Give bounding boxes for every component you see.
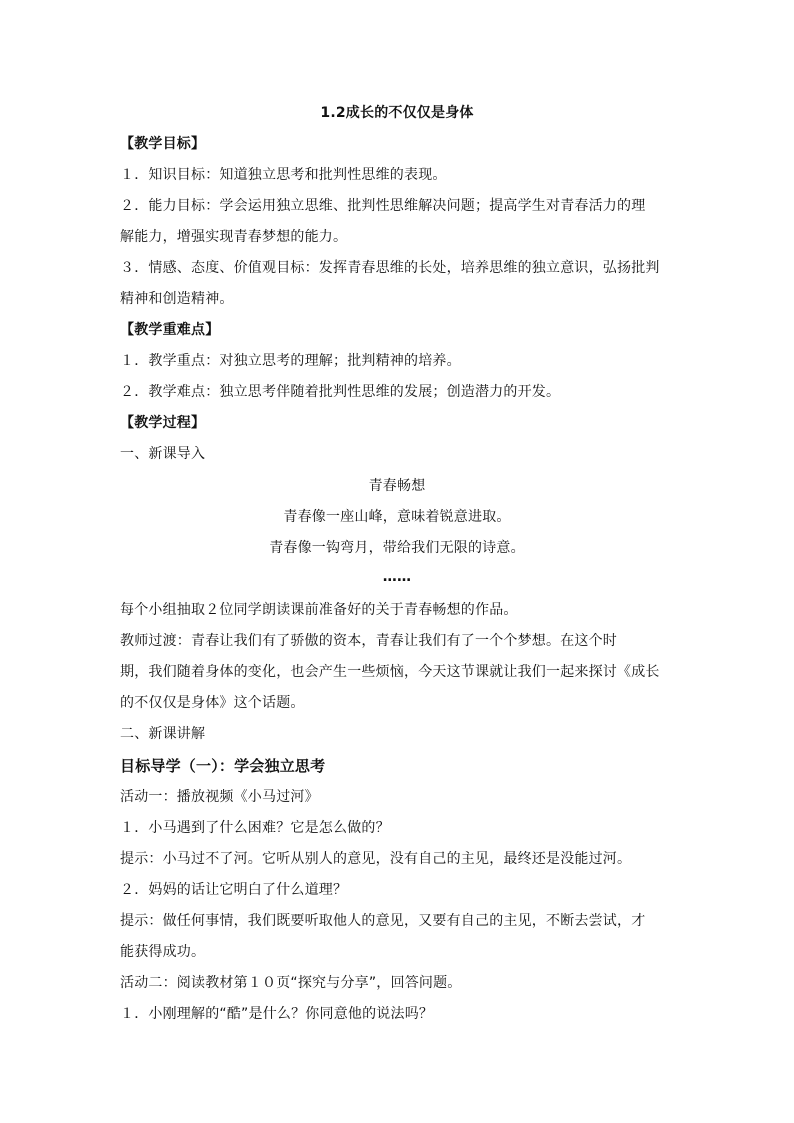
transition-line-3: 的不仅仅是身体》这个话题。 xyxy=(120,695,305,711)
poem-line-1: 青春像一座山峰，意味着锐意进取。 xyxy=(283,509,511,525)
activity-2: 活动二：阅读教材第１０页“探究与分享”，回答问题。 xyxy=(120,975,462,991)
goal-2-line-2: 解能力，增强实现青春梦想的能力。 xyxy=(120,229,348,245)
key-point-2: ２．教学难点：独立思考伴随着批判性思维的发展；创造潜力的开发。 xyxy=(120,384,561,400)
transition-line-2: 期，我们随着身体的变化，也会产生一些烦恼，今天这节课就让我们一起来探讨《成长 xyxy=(120,664,660,680)
hint-2-line-1: 提示：做任何事情，我们既要听取他人的意见，又要有自己的主见，不断去尝试，才 xyxy=(120,913,646,929)
goals-heading: 【教学目标】 xyxy=(120,136,206,152)
question-1: １．小马遇到了什么困难？它是怎么做的？ xyxy=(120,820,390,836)
intro-paragraph: 每个小组抽取２位同学朗读课前准备好的关于青春畅想的作品。 xyxy=(120,602,518,618)
goal-1: １．知识目标：知道独立思考和批判性思维的表现。 xyxy=(120,167,447,183)
goal-2-line-1: ２．能力目标：学会运用独立思维、批判性思维解决问题；提高学生对青春活力的理 xyxy=(120,198,646,214)
key-points-heading: 【教学重难点】 xyxy=(120,322,220,338)
process-heading: 【教学过程】 xyxy=(120,415,206,431)
poem-title: 青春畅想 xyxy=(368,478,426,494)
poem-line-2: 青春像一钩弯月，带给我们无限的诗意。 xyxy=(269,540,525,556)
question-2: ２．妈妈的话让它明白了什么道理？ xyxy=(120,882,348,898)
transition-line-1: 教师过渡：青春让我们有了骄傲的资本，青春让我们有了一个个梦想。在这个时 xyxy=(120,633,617,649)
question-3: １．小刚理解的“酷”是什么？你同意他的说法吗？ xyxy=(120,1006,434,1022)
page-title: 1.2成长的不仅仅是身体 xyxy=(320,105,474,121)
part-2-heading: 二、新课讲解 xyxy=(120,726,206,742)
activity-1: 活动一：播放视频《小马过河》 xyxy=(120,789,319,805)
goal-3-line-1: ３．情感、态度、价值观目标：发挥青春思维的长处，培养思维的独立意识，弘扬批判 xyxy=(120,260,660,276)
hint-2-line-2: 能获得成功。 xyxy=(120,944,206,960)
hint-1: 提示：小马过不了河。它听从别人的意见，没有自己的主见，最终还是没能过河。 xyxy=(120,851,632,867)
goal-3-line-2: 精神和创造精神。 xyxy=(120,291,234,307)
target-1-heading: 目标导学（一）：学会独立思考 xyxy=(120,757,326,775)
poem-ellipsis: …… xyxy=(382,569,412,585)
part-1-heading: 一、新课导入 xyxy=(120,446,206,462)
key-point-1: １．教学重点：对独立思考的理解；批判精神的培养。 xyxy=(120,353,461,369)
